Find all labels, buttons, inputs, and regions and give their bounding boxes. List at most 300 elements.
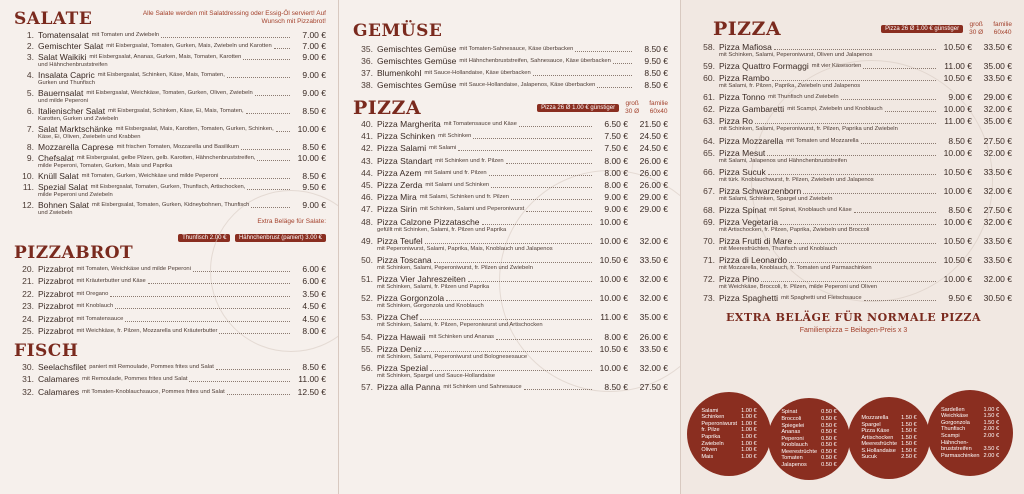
- price-family: 29.00 €: [639, 204, 668, 215]
- leader-dots: [216, 362, 290, 370]
- item-desc: mit Tomaten und Mozzarella: [786, 137, 859, 144]
- price-family: 33.50 €: [983, 73, 1012, 84]
- item-number: 54.: [361, 331, 373, 342]
- pizza-item: [695, 217, 1012, 234]
- item-line: [38, 171, 326, 181]
- item-subdesc: mit Artischocken, fr. Pilzen, Paprika, Zwiebeln und Broccoli: [719, 227, 870, 234]
- extras-row: [939, 433, 1001, 440]
- leader-dots: [768, 167, 936, 175]
- item-price: 9.00 €: [302, 70, 326, 80]
- item-number: 61.: [703, 92, 715, 103]
- item-body: [373, 119, 668, 129]
- item-name: Pizza Quattro Formaggi: [719, 61, 809, 72]
- item-name: Pizza Gambaretti: [719, 104, 785, 115]
- item-name: Calamares: [38, 374, 80, 385]
- leader-dots: [434, 255, 592, 263]
- item-number: 9.: [26, 153, 34, 163]
- item-name: Pizza di Leonardo: [719, 255, 788, 266]
- item-line: [377, 382, 668, 392]
- pizza-item: [695, 293, 1012, 303]
- item-number: 59.: [703, 61, 715, 72]
- item-body: [373, 293, 668, 310]
- item-desc: mit Tomaten, Gurken, Weichkäse und milde Peperoni: [81, 173, 219, 179]
- extra-name: Salami: [701, 407, 719, 414]
- item-line: [38, 124, 326, 134]
- pizza-item: [353, 382, 668, 392]
- item-name: Pizza Azem: [377, 167, 422, 178]
- item-number: 55.: [361, 343, 373, 354]
- item-price: 9.00 €: [302, 88, 326, 98]
- item-name: Pizzabrot: [38, 276, 74, 287]
- item-line: [377, 293, 668, 303]
- item-name: Pizza Schinken: [377, 131, 436, 142]
- item-body: [373, 68, 668, 78]
- menu-item: [14, 171, 326, 181]
- pizza-item: [353, 236, 668, 253]
- size2-label: familie: [993, 21, 1012, 28]
- item-name: Pizza Vegetaria: [719, 217, 779, 228]
- leader-dots: [227, 387, 290, 395]
- item-number: 53.: [361, 312, 373, 323]
- item-desc: mit Weichkäse, fr. Pilzen, Mozzarella und Kräuterbutter: [76, 327, 218, 334]
- price-large: 8.50 €: [948, 135, 972, 146]
- pizza-item: [695, 92, 1012, 102]
- item-name: Pizza Gorgonzola: [377, 293, 445, 304]
- item-number: 3.: [26, 52, 34, 62]
- extra-name: Ananas: [781, 429, 801, 436]
- menu-item: [14, 41, 326, 51]
- item-subdesc: Karotten, Gurken und Zwiebeln: [38, 116, 119, 122]
- item-name: Pizza Spezial: [377, 363, 429, 373]
- price-large: 8.00 €: [604, 167, 628, 178]
- item-number: 1.: [26, 30, 34, 40]
- item-line: [377, 180, 668, 190]
- menu-item: [353, 44, 668, 54]
- item-desc: mit Kräuterbutter und Käse: [76, 278, 146, 285]
- extras-circle: [927, 390, 1013, 476]
- item-subdesc: mit Salami, Jalapenos und Hähnchenbruststreifen: [719, 157, 847, 164]
- item-desc: mit Eisbergsalat, Tomaten, Gurken, Kidneybohnen, Thunfisch: [92, 202, 250, 208]
- extra-price: 1.00 €: [741, 427, 757, 434]
- extras-row: [859, 428, 918, 435]
- item-line: [377, 131, 668, 141]
- item-desc: mit Oregano: [76, 290, 109, 297]
- leader-dots: [148, 276, 290, 284]
- item-name: Pizza Pino: [719, 274, 760, 285]
- extra-price: 1.50 €: [983, 419, 1000, 426]
- item-number: 71.: [703, 255, 715, 266]
- price-family: 32.00 €: [983, 104, 1012, 115]
- item-body: [34, 182, 326, 199]
- item-desc: mit Salami und fr. Pilzen: [424, 169, 487, 176]
- item-number: 72.: [703, 274, 715, 285]
- price-family: 24.50 €: [639, 131, 668, 142]
- price-large: 10.00 €: [599, 216, 628, 227]
- item-price: 9.00 €: [302, 52, 326, 62]
- item-line: [38, 182, 326, 192]
- price-large: 8.00 €: [604, 331, 628, 342]
- extras-row: [699, 408, 758, 415]
- item-price: 9.00 €: [302, 200, 326, 210]
- item-name: Pizza Sirin: [377, 204, 418, 215]
- price-family: 29.00 €: [639, 192, 668, 203]
- item-body: [373, 274, 668, 291]
- price-large: 10.50 €: [943, 166, 972, 177]
- price-family: 32.00 €: [639, 363, 668, 373]
- panel-left: [0, 0, 339, 494]
- item-price: 7.00 €: [302, 41, 326, 51]
- size-header-b: [969, 21, 1012, 37]
- item-body: [373, 217, 668, 234]
- extra-price: 1.50 €: [983, 413, 1000, 420]
- item-desc: mit Tomaten-Sahnesauce, Käse überbacken: [459, 46, 574, 52]
- extras-row: [779, 455, 838, 462]
- item-name: Italienischer Salat: [38, 106, 106, 116]
- item-body: [715, 136, 1012, 146]
- pizza-item: [695, 73, 1012, 90]
- item-body: [34, 314, 326, 324]
- item-desc: mit Hähnchenbruststreifen, Sahnesauce, Käse überbacken: [459, 58, 611, 64]
- pizza-item: [695, 42, 1012, 59]
- item-price: 7.00 €: [302, 30, 326, 40]
- extra-price: 0.50 €: [821, 422, 837, 429]
- leader-dots: [243, 52, 290, 60]
- item-number: 48.: [361, 216, 373, 227]
- price-large: 11.00 €: [600, 312, 628, 323]
- menu-item: [14, 124, 326, 141]
- pizza-item: [353, 156, 668, 166]
- extras-row: [859, 422, 918, 429]
- item-body: [373, 332, 668, 342]
- size1-dim: 30 Ø: [969, 29, 984, 36]
- leader-dots: [767, 148, 936, 156]
- extras-row: [859, 415, 918, 422]
- item-body: [34, 374, 326, 384]
- price-family: 33.50 €: [983, 42, 1012, 52]
- item-desc: mit Eisbergsalat, Tomaten, Gurken, Thunfisch, Artischocken,: [90, 184, 246, 190]
- leader-dots: [468, 274, 592, 282]
- extras-row: [699, 414, 758, 421]
- item-body: [373, 192, 668, 202]
- item-body: [34, 200, 326, 217]
- item-line: [38, 374, 326, 384]
- extra-price: 1.50 €: [901, 434, 917, 441]
- item-name: Mozzarella Caprese: [38, 142, 114, 152]
- extra-price: 1.00 €: [741, 420, 757, 427]
- item-number: 6.: [26, 106, 34, 116]
- extra-price: 0.50 €: [821, 455, 837, 462]
- pizzabrot-title: PIZZABROT: [14, 243, 134, 263]
- leader-dots: [189, 374, 290, 382]
- item-body: [373, 56, 668, 66]
- extras-row: [939, 453, 1001, 460]
- leader-dots: [276, 124, 290, 132]
- price-family: 32.00 €: [983, 185, 1012, 196]
- price-family: 27.50 €: [983, 204, 1012, 215]
- extras-table: [779, 409, 838, 468]
- extra-name: Thunfisch: [940, 426, 966, 433]
- pizza-item: [353, 119, 668, 129]
- item-subdesc: mit türk. Knoblauchwurst, fr. Pilzen, Zwiebeln und Jalapenos: [719, 176, 874, 183]
- extra-name: Gorgonzola: [940, 419, 970, 426]
- item-line: [38, 289, 326, 299]
- item-line: [38, 264, 326, 274]
- price-family: 27.50 €: [639, 382, 668, 393]
- item-price: 3.50 €: [302, 288, 326, 299]
- item-price: 4.50 €: [302, 313, 326, 324]
- item-body: [715, 217, 1012, 234]
- item-desc: mit Eisbergsalat, Schinken, Käse, Ei, Mais, Tomaten,: [108, 108, 244, 114]
- item-name: Pizzabrot: [38, 313, 74, 324]
- extra-name: Peperoni: [781, 435, 804, 442]
- leader-dots: [841, 92, 936, 100]
- item-subdesc: Gurken und Thunfisch: [38, 80, 95, 86]
- item-number: 49.: [361, 235, 373, 246]
- price-large: 10.00 €: [599, 363, 628, 373]
- item-body: [373, 382, 668, 392]
- extras-subtitle: Familienpizza = Beilagen-Preis x 3: [799, 327, 908, 335]
- item-name: Pizza Mesut: [719, 147, 766, 158]
- item-line: [38, 326, 326, 336]
- item-desc: mit Eisbergsalat, Ananas, Gurken, Mais, Tomaten, Karotten: [89, 54, 242, 60]
- price-large: 10.50 €: [943, 73, 972, 84]
- extras-row: [779, 436, 838, 443]
- item-name: Spezial Salat: [38, 182, 88, 192]
- price-family: 27.50 €: [983, 135, 1012, 146]
- item-number: 44.: [361, 167, 373, 178]
- extra-price: 1.50 €: [901, 428, 917, 435]
- item-name: Knüll Salat: [38, 171, 79, 181]
- item-body: [715, 205, 1012, 215]
- extra-price: [982, 440, 1002, 447]
- item-subdesc: mit Salami, fr. Pilzen, Paprika, Zwiebeln und Jalapenos: [719, 83, 861, 90]
- salate-extras-title: Extra Beläge für Salate:: [257, 218, 326, 225]
- item-name: Pizza alla Panna: [377, 382, 441, 393]
- extra-price: 1.00 €: [741, 440, 757, 447]
- extras-row: [939, 420, 1001, 427]
- item-line: [38, 200, 326, 210]
- item-price: 8.50 €: [644, 80, 668, 90]
- size1-label: groß: [625, 100, 639, 107]
- item-name: Pizza Standart: [377, 155, 433, 166]
- leader-dots: [496, 332, 592, 340]
- item-name: Pizza Spaghetti: [719, 293, 779, 304]
- leader-dots: [110, 289, 290, 297]
- item-line: [719, 104, 1012, 114]
- size2-label: familie: [649, 100, 668, 107]
- item-price: 10.00 €: [297, 124, 326, 134]
- item-body: [34, 153, 326, 170]
- item-body: [373, 204, 668, 214]
- extra-name: Hähnchen-: [940, 439, 969, 446]
- item-number: 60.: [703, 73, 715, 84]
- item-number: 22.: [22, 288, 34, 299]
- leader-dots: [864, 293, 936, 301]
- item-subdesc: Käse, Ei, Oliven, Zwiebeln und Krabben: [38, 134, 141, 140]
- item-number: 58.: [703, 42, 715, 52]
- item-price: 8.50 €: [302, 142, 326, 152]
- extra-name: Spargel: [861, 421, 881, 428]
- item-line: [719, 61, 1012, 71]
- item-number: 24.: [22, 313, 34, 324]
- item-name: Calamares: [38, 386, 80, 397]
- price-large: 11.00 €: [944, 116, 972, 127]
- item-name: Blumenkohl: [377, 68, 422, 78]
- item-name: Pizza Teufel: [377, 235, 423, 246]
- item-number: 21.: [22, 276, 34, 287]
- price-large: 10.00 €: [943, 217, 972, 228]
- item-number: 32.: [22, 386, 34, 397]
- item-body: [34, 124, 326, 141]
- item-name: Pizza Margherita: [377, 119, 441, 129]
- leader-dots: [774, 42, 936, 50]
- item-number: 41.: [361, 131, 373, 142]
- item-line: [38, 30, 326, 40]
- item-number: 31.: [22, 374, 34, 385]
- item-line: [719, 205, 1012, 215]
- item-name: Pizza Schwarzenborn: [719, 185, 802, 196]
- pizza-item: [353, 344, 668, 361]
- leader-dots: [446, 293, 592, 301]
- extra-price: 2.00 €: [983, 433, 1000, 439]
- extra-price: 1.50 €: [901, 414, 917, 421]
- price-large: 6.50 €: [604, 119, 628, 129]
- leader-dots: [772, 73, 936, 81]
- extra-name: fr. Pilze: [701, 427, 720, 434]
- extra-price: 1.50 €: [901, 447, 917, 454]
- extras-row: [699, 421, 758, 428]
- item-line: [377, 156, 668, 166]
- item-number: 52.: [361, 293, 373, 304]
- pizza-list-b: [695, 42, 1012, 303]
- item-desc: mit Salami, Schinken und fr. Pilzen: [419, 194, 509, 201]
- extras-table: [859, 415, 918, 461]
- item-line: [38, 362, 326, 372]
- item-line: [377, 274, 668, 284]
- item-body: [715, 293, 1012, 303]
- item-name: Pizza Frutti di Mare: [719, 236, 793, 247]
- extras-circle: [687, 392, 771, 476]
- menu-item: [14, 264, 326, 274]
- item-number: 67.: [703, 185, 715, 196]
- item-number: 56.: [361, 363, 373, 373]
- price-family: 32.00 €: [639, 274, 668, 285]
- price-large: 9.50 €: [948, 293, 972, 304]
- extra-price: 2.00 €: [983, 452, 1000, 459]
- item-line: [719, 167, 1012, 177]
- item-number: 5.: [26, 88, 34, 98]
- salate-title: SALATE: [14, 9, 93, 29]
- size1-label: groß: [969, 21, 983, 28]
- item-name: Insalata Capric: [38, 70, 95, 80]
- item-line: [377, 143, 668, 153]
- menu-item: [14, 142, 326, 152]
- pizza-item: [353, 143, 668, 153]
- item-subdesc: mit Meeresfrüchten, Thunfisch und Knoblauch: [719, 246, 838, 253]
- item-price: 8.50 €: [644, 44, 668, 54]
- extra-name: Spinat: [781, 409, 798, 416]
- menu-item: [353, 68, 668, 78]
- item-body: [715, 236, 1012, 253]
- item-subdesc: mit Schinken, Salami, Peperoniwurst, fr. Pilzen, Paprika und Zwiebeln: [719, 126, 898, 133]
- item-price: 8.50 €: [302, 171, 326, 181]
- salate-note: Alle Salate werden mit Salatdressing oder Essig-Öl serviert! Auf Wunsch mit Pizzabrot!: [142, 10, 326, 25]
- extras-row: [779, 409, 838, 416]
- item-subdesc: mit Schinken, Salami, Peperoniwurst, Oliven und Jalapenos: [719, 52, 873, 58]
- extras-table: [939, 407, 1001, 460]
- price-family: 26.00 €: [639, 331, 668, 342]
- item-subdesc: mit Schinken, Salami, Peperoniwurst, fr. Pilzen und Zwiebeln: [377, 264, 533, 271]
- item-body: [373, 168, 668, 178]
- leader-dots: [519, 119, 592, 127]
- extras-row: [699, 434, 758, 441]
- item-number: 69.: [703, 217, 715, 228]
- extra-name: Scampi: [940, 433, 960, 439]
- item-line: [38, 41, 326, 51]
- item-number: 57.: [361, 382, 373, 393]
- pizza-item: [695, 61, 1012, 71]
- menu-item: [14, 200, 326, 217]
- item-subdesc: gefüllt mit Schinken, Salami, fr. Pilzen und Paprika: [377, 226, 507, 233]
- pizza-item: [353, 363, 668, 380]
- item-name: Pizza Sucuk: [719, 166, 766, 177]
- item-price: 8.50 €: [302, 361, 326, 372]
- item-name: Pizza Mozzarella: [719, 135, 784, 146]
- item-line: [377, 119, 668, 129]
- item-price: 11.00 €: [298, 374, 326, 385]
- leader-dots: [227, 70, 290, 78]
- leader-dots: [274, 41, 290, 49]
- item-body: [373, 131, 668, 141]
- leader-dots: [524, 382, 592, 390]
- item-line: [719, 136, 1012, 146]
- item-subdesc: und milde Peperoni: [38, 98, 88, 104]
- extras-row: [779, 429, 838, 436]
- extras-row: [859, 454, 918, 461]
- item-price: 9.50 €: [644, 56, 668, 66]
- item-number: 4.: [26, 70, 34, 80]
- price-family: 21.50 €: [639, 119, 668, 129]
- item-number: 63.: [703, 116, 715, 127]
- item-price: 6.00 €: [302, 264, 326, 274]
- pizza-item: [695, 136, 1012, 146]
- item-name: Pizza Zerda: [377, 179, 423, 190]
- extras-circle: [848, 397, 930, 479]
- price-family: 29.00 €: [983, 92, 1012, 103]
- price-large: 10.00 €: [943, 104, 972, 115]
- item-body: [373, 312, 668, 329]
- extra-name: Knoblauch: [781, 442, 808, 449]
- pizza-item: [353, 274, 668, 291]
- item-name: Gemischtes Gemüse: [377, 80, 457, 90]
- item-body: [34, 52, 326, 69]
- extras-row: [859, 448, 918, 455]
- item-desc: mit Tomaten-Knoblauchsauce, Pommes frites und Salat: [82, 388, 225, 395]
- pizza-badge-b: Pizza 26 Ø 1.00 € günstiger: [881, 25, 963, 33]
- extra-name: Meeresfrüchte: [861, 441, 898, 448]
- item-line: [38, 314, 326, 324]
- fisch-list: [14, 362, 326, 397]
- extra-price: 2.00 €: [983, 426, 1000, 433]
- item-body: [34, 362, 326, 372]
- price-family: 32.00 €: [983, 147, 1012, 158]
- extra-price: 2.50 €: [901, 454, 917, 461]
- price-large: 8.50 €: [604, 382, 628, 393]
- price-large: 9.00 €: [604, 192, 628, 203]
- item-desc: mit Schinken, Salami und Peperoniwurst: [420, 206, 525, 213]
- item-number: 7.: [26, 124, 34, 134]
- item-desc: mit Schinken und Sahnesauce: [443, 384, 522, 391]
